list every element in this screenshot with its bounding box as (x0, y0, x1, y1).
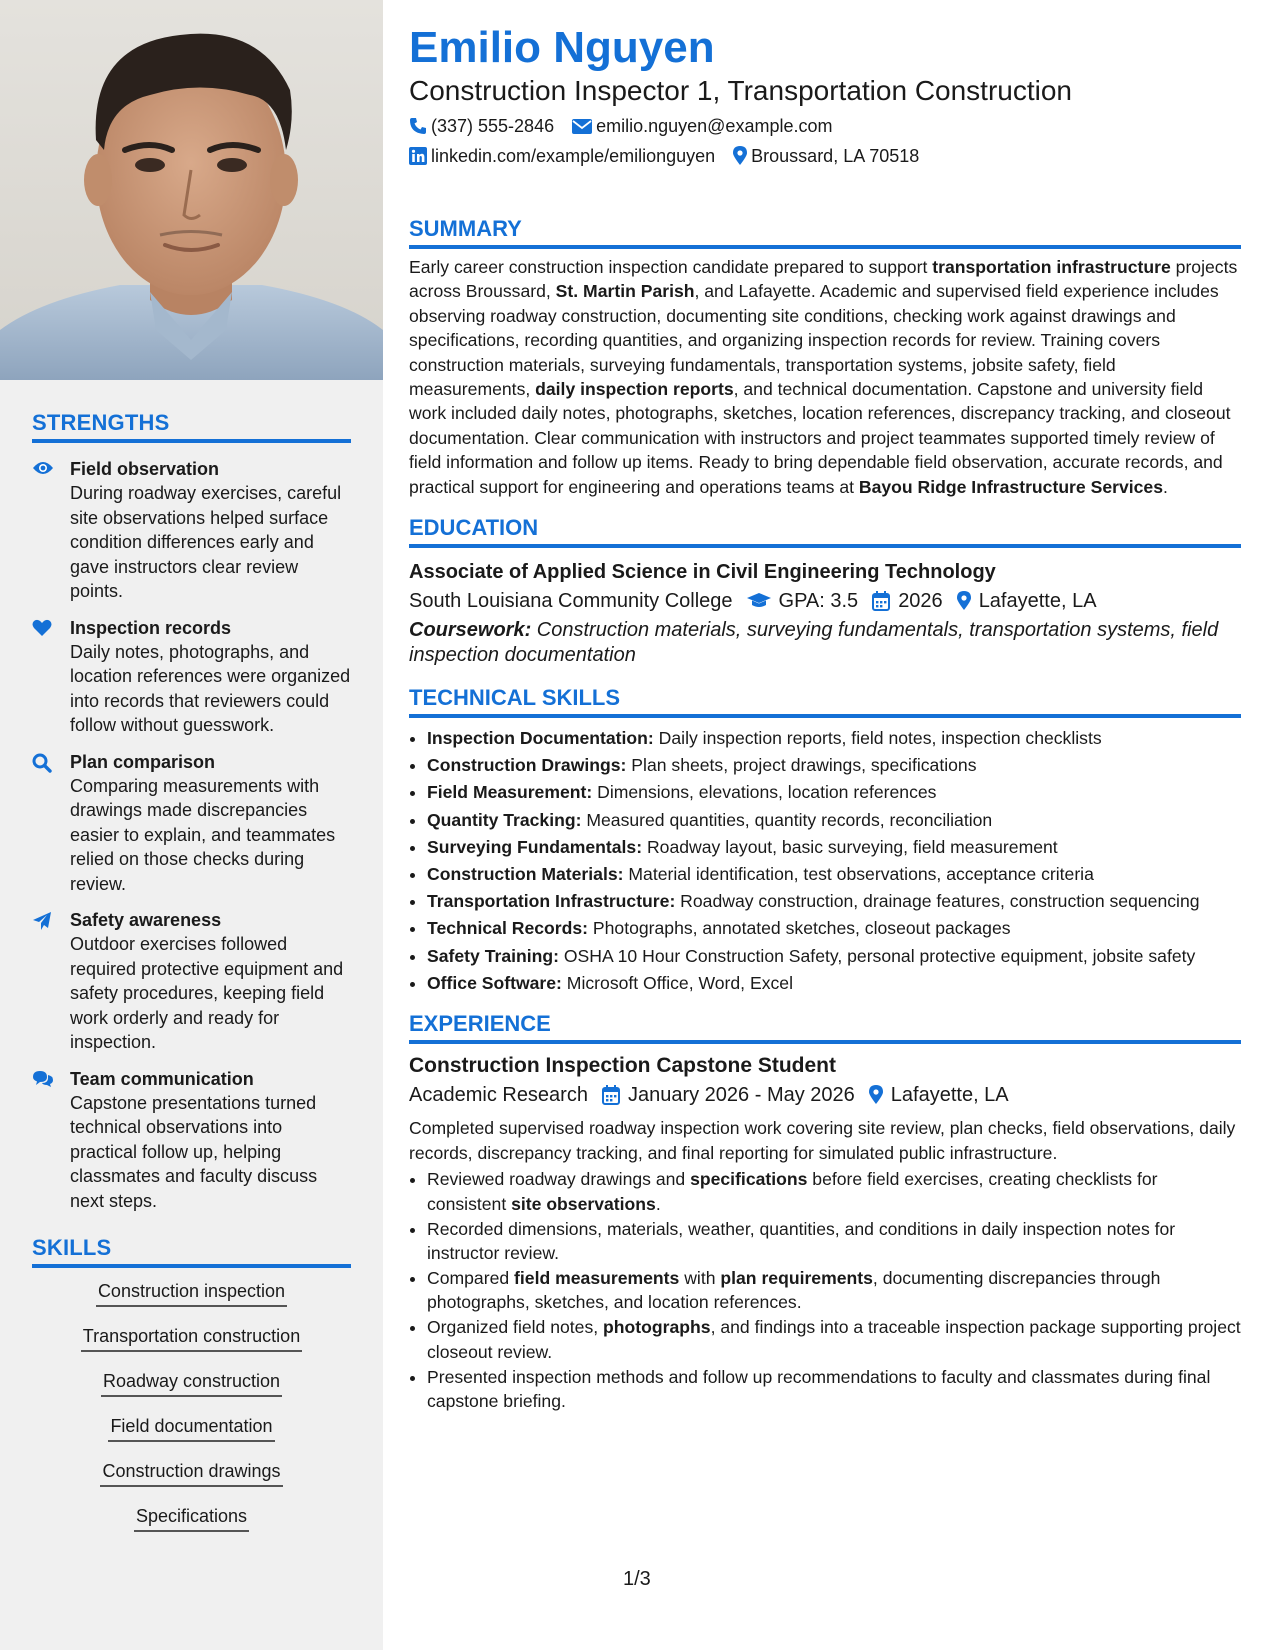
strength-title: Field observation (70, 459, 220, 479)
experience-location: Lafayette, LA (890, 1084, 1009, 1107)
list-item: • Field Measurement: Dimensions, elevations, location references (427, 780, 1241, 804)
strength-desc: Capstone presentations turned technical observations into practical follow up, helping classmates and faculty discuss next steps. (70, 1092, 318, 1211)
skill-tag: Transportation construction (81, 1323, 302, 1352)
education-meta (409, 586, 1241, 616)
list-item: • Inspection Documentation: Daily inspection reports, field notes, inspection checklists (427, 726, 1241, 750)
skills-heading: SKILLS (32, 1235, 351, 1268)
degree-title: Associate of Applied Science in Civil Engineering Technology (409, 561, 996, 584)
strength-item (32, 457, 351, 604)
list-item: • Recorded dimensions, materials, weather, quantities, and conditions in daily inspection notes for instructor review. (427, 1217, 1241, 1266)
comments-icon (32, 1067, 70, 1214)
list-item: • Transportation Infrastructure: Roadway construction, drainage features, construction sequencing (427, 889, 1241, 913)
strength-item (32, 908, 351, 1055)
school-location: Lafayette, LA (978, 590, 1097, 613)
map-pin-icon (733, 146, 747, 166)
sidebar (0, 0, 383, 1650)
profile-photo (0, 0, 383, 380)
experience-bullets (409, 1167, 1241, 1413)
paper-plane-icon (32, 908, 70, 1055)
location-text: Broussard, LA 70518 (751, 146, 920, 166)
list-item: • Construction Drawings: Plan sheets, project drawings, specifications (427, 753, 1241, 777)
search-icon (32, 750, 70, 897)
calendar-icon (602, 1085, 620, 1105)
list-item: • Surveying Fundamentals: Roadway layout, basic surveying, field measurement (427, 835, 1241, 859)
strength-desc: Outdoor exercises followed required protective equipment and safety procedures, keeping field work orderly and ready for inspection. (70, 934, 344, 1052)
heart-icon (32, 616, 70, 738)
experience-heading: EXPERIENCE (409, 1011, 1241, 1044)
list-item: • Quantity Tracking: Measured quantities, quantity records, reconciliation (427, 808, 1241, 832)
skill-tag: Construction drawings (100, 1458, 282, 1487)
role-title: Construction Inspection Capstone Student (409, 1054, 837, 1078)
email-contact[interactable] (572, 114, 832, 138)
phone-contact[interactable] (409, 114, 554, 138)
strength-title: Safety awareness (70, 910, 222, 930)
strength-title: Plan comparison (70, 751, 216, 772)
list-item: • Organized field notes, photographs, and findings into a traceable inspection package supporting project closeout review. (427, 1315, 1241, 1364)
list-item: • Reviewed roadway drawings and specifications before field exercises, creating checklists for consistent site observations. (427, 1167, 1241, 1216)
calendar-icon (872, 591, 890, 611)
strength-item (32, 616, 351, 738)
list-item: • Office Software: Microsoft Office, Word, Excel (427, 971, 1241, 995)
experience-dates: January 2026 - May 2026 (627, 1084, 855, 1107)
strength-desc: During roadway exercises, careful site observations helped surface condition differences early and gave instructors clear review points. (70, 483, 342, 601)
contact-row-2 (409, 144, 1241, 168)
technical-skills-list (409, 726, 1241, 995)
email-text: emilio.nguyen@example.com (596, 116, 833, 136)
school-name: South Louisiana Community College (409, 590, 733, 613)
experience-intro: Completed supervised roadway inspection work covering site review, plan checks, field observations, daily records, discrepancy tracking, and final reporting for simulated public infrastructure. (409, 1118, 1236, 1163)
summary-heading: SUMMARY (409, 216, 1241, 249)
strengths-heading: STRENGTHS (32, 410, 351, 443)
strength-title: Inspection records (70, 617, 232, 638)
map-pin-icon (957, 591, 971, 611)
list-item: • Construction Materials: Material identification, test observations, acceptance criteria (427, 862, 1241, 886)
main-content (409, 22, 1241, 1414)
sidebar-content (32, 410, 351, 1548)
phone-icon (409, 117, 427, 135)
linkedin-icon (409, 147, 427, 165)
education-heading: EDUCATION (409, 515, 1241, 548)
list-item: • Safety Training: OSHA 10 Hour Construction Safety, personal protective equipment, jobsite safety (427, 944, 1241, 968)
job-headline: Construction Inspector 1, Transportation Construction (409, 75, 1073, 106)
linkedin-text: linkedin.com/example/emilionguyen (431, 146, 716, 166)
phone-text: (337) 555-2846 (431, 116, 555, 136)
graduation-cap-icon (747, 593, 771, 609)
strength-title: Team communication (70, 1068, 254, 1089)
eye-icon (32, 457, 70, 604)
organization: Academic Research (409, 1084, 588, 1107)
strength-item (32, 1067, 351, 1214)
strength-desc: Comparing measurements with drawings made discrepancies easier to explain, and teammates relied on those checks during review. (70, 775, 336, 894)
list-item: • Technical Records: Photographs, annotated sketches, closeout packages (427, 916, 1241, 940)
list-item: • Compared field measurements with plan requirements, documenting discrepancies through photographs, sketches, and location references. (427, 1266, 1241, 1315)
summary-text: Early career construction inspection candidate prepared to support transportation infrastructure projects across Broussard, St. Martin Parish, and Lafayette. Academic and supervised field experience includes observing roadway construction, documenting site conditions, checking work against drawings and specifications, recording quantities, and organizing inspection records for review. Training covers construction materials, surveying fundamentals, transportation systems, jobsite safety, field measurements, daily inspection reports, and technical documentation. Capstone and university field work included daily notes, photographs, sketches, location references, discrepancy tracking, and closeout documentation. Clear communication with instructors and project teammates supported timely review of field information and follow up items. Ready to bring dependable field observation, accurate records, and practical support for engineering and operations teams at Bayou Ridge Infrastructure Services. (409, 257, 1238, 497)
location-contact (733, 144, 919, 168)
coursework: Coursework: Construction materials, surveying fundamentals, transportation systems, field inspection documentation (409, 619, 1219, 666)
strength-desc: Daily notes, photographs, and location references were organized into records that reviewers could follow without guesswork. (70, 641, 351, 735)
skill-tag: Roadway construction (101, 1368, 282, 1397)
linkedin-contact[interactable] (409, 144, 715, 168)
contact-row (409, 114, 1241, 138)
experience-meta (409, 1080, 1241, 1110)
envelope-icon (572, 119, 592, 134)
map-pin-icon (869, 1085, 883, 1105)
skill-tag: Specifications (134, 1503, 249, 1532)
gpa: GPA: 3.5 (778, 590, 859, 613)
skills-list (32, 1278, 351, 1548)
list-item: • Presented inspection methods and follow up recommendations to faculty and classmates during final capstone briefing. (427, 1365, 1241, 1414)
page-number: 1/3 (623, 1568, 651, 1590)
skill-tag: Field documentation (108, 1413, 274, 1442)
candidate-name: Emilio Nguyen (409, 23, 715, 72)
technical-skills-heading: TECHNICAL SKILLS (409, 685, 1241, 718)
graduation-year: 2026 (898, 590, 943, 613)
strength-item (32, 750, 351, 897)
skill-tag: Construction inspection (96, 1278, 287, 1307)
